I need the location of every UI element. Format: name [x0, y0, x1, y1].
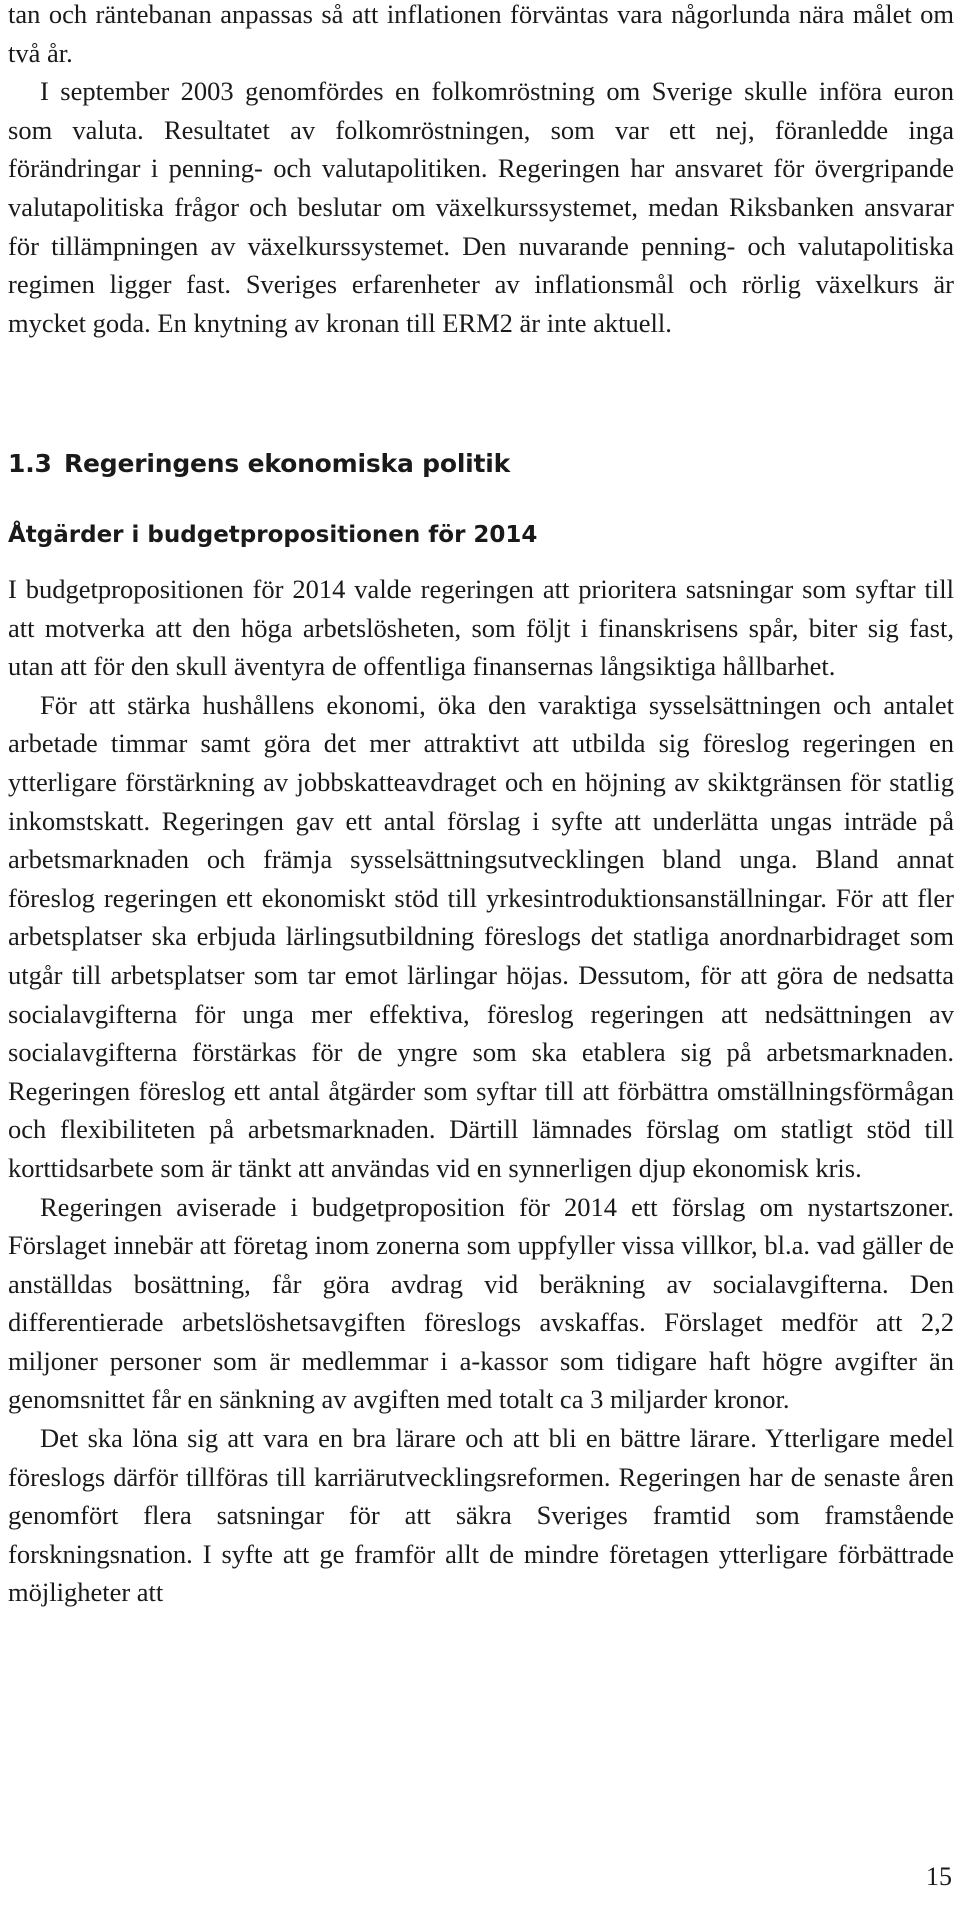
paragraph: I september 2003 genomfördes en folkomröstning om Sverige skulle införa euron som valuta. Resultatet av folkomröstningen, som var ett nej, föranledde inga förändringar i penning- och valutapolitiken. Regeringen har ansvaret för övergripande valutapolitiska frågor och beslutar om växelkurssystemet, medan Riksbanken ansvarar för tillämpningen av växelkurssystemet. Den nuvarande penning- och valutapolitiska regimen ligger fast. Sveriges erfarenheter av inflationsmål och rörlig växelkurs är mycket goda. En knytning av kronan till ERM2 är inte aktuell.: [8, 76, 954, 338]
paragraph: Regeringen aviserade i budgetproposition för 2014 ett förslag om nystartszoner. Förslaget innebär att företag inom zonerna som uppfyller vissa villkor, bl.a. vad gäller de anställdas bosättning, får göra avdrag vid beräkning av socialavgifterna. Den differentierade arbetslöshetsavgiften föreslogs avskaffas. Förslaget medför att 2,2 miljoner personer som är medlemmar i a-kassor som tidigare haft högre avgifter än genomsnittet får en sänkning av avgiften med totalt ca 3 miljarder kronor.: [8, 1191, 954, 1415]
paragraph: Det ska löna sig att vara en bra lärare och att bli en bättre lärare. Ytterligare medel föreslogs därför tillföras till karriärutvecklingsreformen. Regeringen har de senaste åren genomfört flera satsningar för att säkra Sveriges framtid som framstående forskningsnation. I syfte att ge framför allt de mindre företagen ytterligare förbättrade möjligheter att: [8, 1423, 954, 1608]
section-title: Regeringens ekonomiska politik: [64, 449, 511, 478]
body-text: [8, 570, 954, 1612]
paragraph: tan och räntebanan anpassas så att inflationen förväntas vara någorlunda nära målet om två år.: [8, 0, 954, 68]
paragraph: För att stärka hushållens ekonomi, öka den varaktiga sysselsättningen och antalet arbetade timmar samt göra det mer attraktivt att utbilda sig föreslog regeringen en ytterligare förstärkning av jobbskatteavdraget och en höjning av skiktgränsen för statlig inkomstskatt. Regeringen gav ett antal förslag i syfte att underlätta ungas inträde på arbetsmarknaden och främja sysselsättningsutvecklingen bland unga. Bland annat föreslog regeringen ett ekonomiskt stöd till yrkesintroduktionsanställningar. För att fler arbetsplatser ska erbjuda lärlingsutbildning föreslogs det statliga anordnarbidraget som utgår till arbetsplatser som tar emot lärlingar höjas. Dessutom, för att göra de nedsatta socialavgifterna för unga mer effektiva, föreslog regeringen att nedsättningen av socialavgifterna förstärkas för de yngre som ska etablera sig på arbetsmarknaden. Regeringen föreslog ett antal åtgärder som syftar till att förbättra omställningsförmågan och flexibiliteten på arbetsmarknaden. Därtill lämnades förslag om statligt stöd till korttidsarbete som är tänkt att användas vid en synnerligen djup ekonomisk kris.: [8, 689, 954, 1183]
page-number: 15: [926, 1862, 952, 1891]
section-number: 1.3: [8, 449, 52, 478]
subsection-heading: Åtgärder i budgetpropositionen för 2014: [8, 522, 538, 548]
paragraph: I budgetpropositionen för 2014 valde regeringen att prioritera satsningar som syftar till att motverka att den höga arbetslösheten, som följt i finanskrisens spår, biter sig fast, utan att för den skull äventyra de offentliga finansernas långsiktiga hållbarhet.: [8, 574, 954, 682]
section-heading: [8, 449, 510, 478]
intro-text: [8, 0, 954, 342]
